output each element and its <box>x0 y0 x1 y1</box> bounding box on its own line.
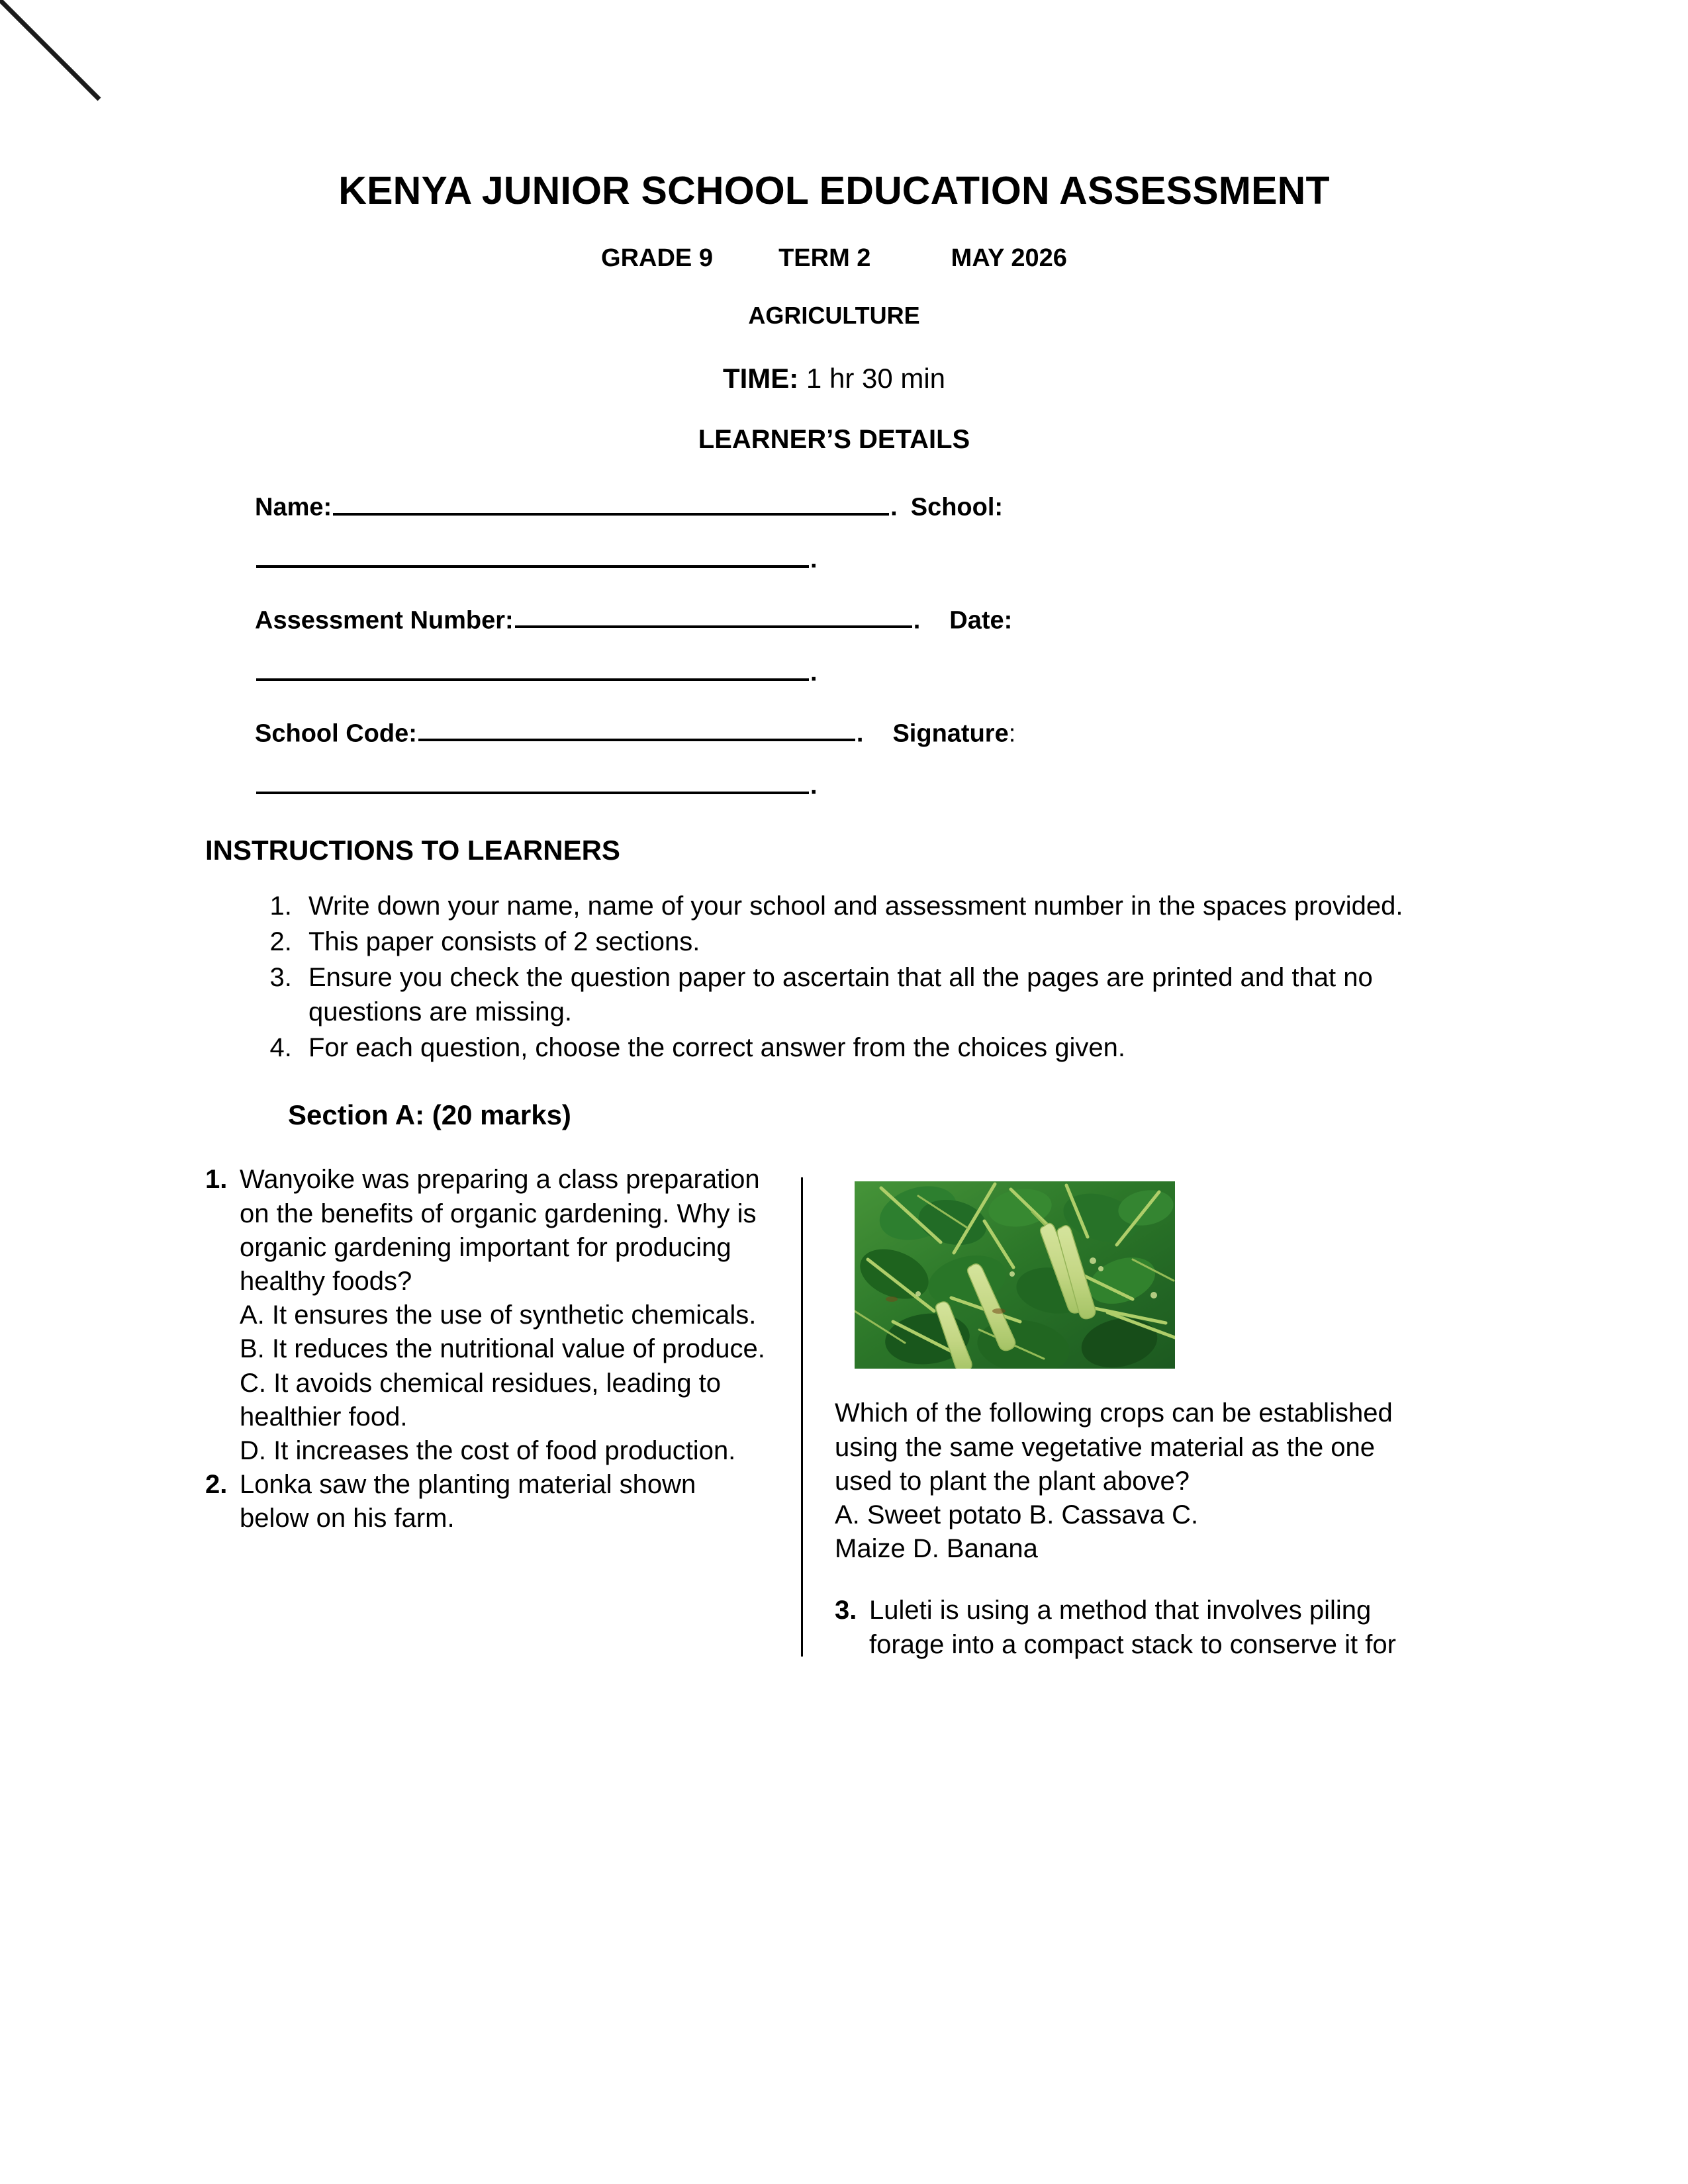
instructions-list <box>205 889 1463 1065</box>
question-column-right <box>803 1163 1432 1661</box>
date-input-wrap <box>255 649 1463 692</box>
date-label: Date: <box>949 606 1013 635</box>
school-code-period: . <box>856 719 864 748</box>
question-2-choices-line-2[interactable]: Maize D. Banana <box>835 1534 1038 1564</box>
name-school-row <box>205 484 1463 580</box>
signature-colon: : <box>1008 719 1016 748</box>
subject-heading: AGRICULTURE <box>748 301 920 329</box>
green-bean-plant-photo <box>855 1181 1175 1369</box>
school-code-label: School Code: <box>255 719 417 748</box>
photo-caption-gap <box>835 1369 1432 1396</box>
assessment-date-row <box>205 597 1463 693</box>
grade-label: GRADE 9 <box>601 244 713 272</box>
instruction-item: 3. Ensure you check the question paper to ascertain that all the pages are printed and that no questions are missing. <box>299 960 1463 1029</box>
assessment-period: . <box>913 606 921 635</box>
school-code-input[interactable] <box>418 710 855 742</box>
name-input[interactable] <box>333 484 889 516</box>
question-3-number: 3. <box>835 1596 857 1625</box>
question-1-choice-a[interactable]: A. It ensures the use of synthetic chemicals. <box>240 1300 757 1330</box>
question-columns <box>205 1163 1463 1661</box>
question-3-gap <box>835 1566 1432 1594</box>
signature-label: Signature <box>892 719 1009 748</box>
question-2-follow-up: Which of the following crops can be established using the same vegetative material as the one used to plant the plant above? <box>835 1398 1393 1496</box>
signature-period: . <box>810 772 818 800</box>
instruction-item: 4. For each question, choose the correct answer from the choices given. <box>299 1030 1463 1065</box>
instruction-item: 1. Write down your name, name of your school and assessment number in the spaces provided. <box>299 889 1463 923</box>
school-label: School: <box>910 493 1004 522</box>
question-column-left <box>205 1163 801 1661</box>
school-code-signature-row <box>205 710 1463 806</box>
term-label: TERM 2 <box>778 244 871 272</box>
question-1-number: 1. <box>205 1165 228 1195</box>
section-a-heading: Section A: (20 marks) <box>288 1099 571 1131</box>
question-1-choice-d[interactable]: D. It increases the cost of food production. <box>240 1435 736 1465</box>
question-3 <box>835 1594 1432 1661</box>
page-title: KENYA JUNIOR SCHOOL EDUCATION ASSESSMENT <box>338 169 1330 212</box>
school-input[interactable] <box>256 536 809 568</box>
assessment-number-input[interactable] <box>515 597 912 629</box>
question-1-stem: Wanyoike was preparing a class preparation on the benefits of organic gardening. Why is organic gardening important for producing healthy foods? <box>240 1165 760 1297</box>
question-2-choices-line-1[interactable]: A. Sweet potato B. Cassava C. <box>835 1500 1199 1530</box>
question-2 <box>205 1468 769 1535</box>
school-period: . <box>810 545 818 574</box>
question-1-body <box>240 1163 769 1468</box>
question-2-body <box>240 1468 769 1535</box>
school-input-wrap <box>255 536 1463 579</box>
signature-input[interactable] <box>256 762 809 794</box>
question-1 <box>205 1163 769 1468</box>
name-period: . <box>890 493 898 522</box>
month-year-label: MAY 2026 <box>951 244 1067 272</box>
question-2-number: 2. <box>205 1470 228 1500</box>
instruction-item: 2. This paper consists of 2 sections. <box>299 925 1463 959</box>
document-content <box>205 169 1463 1662</box>
learner-details-heading: LEARNER’S DETAILS <box>698 424 970 454</box>
green-bean-plant-illustration <box>855 1181 1175 1369</box>
corner-slash-decoration <box>0 0 113 113</box>
exam-meta-line <box>205 244 1463 273</box>
date-input[interactable] <box>256 649 809 681</box>
name-label: Name: <box>255 493 332 522</box>
question-2-stem: Lonka saw the planting material shown below on his farm. <box>240 1470 696 1533</box>
time-allowed <box>205 363 1463 394</box>
time-value: 1 hr 30 min <box>798 362 946 394</box>
question-1-choice-b[interactable]: B. It reduces the nutritional value of produce. <box>240 1334 765 1364</box>
question-3-body <box>869 1594 1432 1661</box>
question-3-stem: Luleti is using a method that involves piling forage into a compact stack to conserve it for <box>869 1596 1396 1659</box>
question-1-choice-c[interactable]: C. It avoids chemical residues, leading to healthier food. <box>240 1368 722 1432</box>
signature-input-wrap <box>255 762 1463 805</box>
date-period: . <box>810 659 818 687</box>
instructions-heading: INSTRUCTIONS TO LEARNERS <box>205 835 620 866</box>
time-label: TIME: <box>722 362 799 394</box>
learner-details-form <box>205 484 1463 806</box>
assessment-number-label: Assessment Number: <box>255 606 514 635</box>
